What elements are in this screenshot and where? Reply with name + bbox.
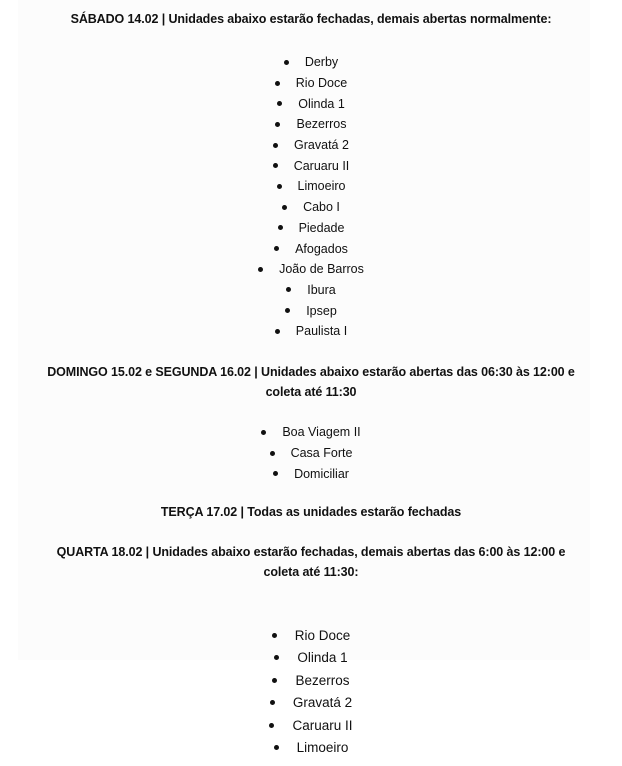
list-item: Caruaru II (0, 155, 622, 176)
sunday-monday-heading (10, 362, 612, 402)
list-item: Domiciliar (0, 463, 622, 484)
list-item: Rio Doce (0, 73, 622, 94)
bullet-icon (261, 430, 266, 435)
bullet-icon (273, 163, 278, 168)
sunday-monday-heading-line1: DOMINGO 15.02 e SEGUNDA 16.02 | Unidades abaixo estarão abertas das 06:30 às 12:00 e (47, 365, 575, 379)
wednesday-closed-units-list (0, 624, 622, 759)
list-item: Casa Forte (0, 443, 622, 464)
list-item: Ibura (0, 280, 622, 301)
list-item: Limoeiro (0, 176, 622, 197)
bullet-icon (258, 267, 263, 272)
list-item: Limoeiro (0, 737, 622, 760)
list-item: Bezerros (0, 669, 622, 692)
bullet-icon (275, 122, 280, 127)
list-item: Paulista I (0, 321, 622, 342)
list-item: Ipsep (0, 300, 622, 321)
bullet-icon (270, 700, 275, 705)
list-item: Piedade (0, 218, 622, 239)
bullet-icon (277, 101, 282, 106)
bullet-icon (277, 184, 282, 189)
bullet-icon (270, 451, 275, 456)
bullet-icon (272, 633, 277, 638)
sunday-monday-heading-line2: coleta até 11:30 (265, 385, 357, 399)
list-item: Derby (0, 52, 622, 73)
list-item: Gravatá 2 (0, 135, 622, 156)
list-item: Bezerros (0, 114, 622, 135)
list-item: Gravatá 2 (0, 692, 622, 715)
list-item: João de Barros (0, 259, 622, 280)
saturday-heading: SÁBADO 14.02 | Unidades abaixo estarão fechadas, demais abertas normalmente: (70, 12, 552, 26)
sunday-monday-open-units-list (0, 422, 622, 484)
list-item: Afogados (0, 238, 622, 259)
list-item: Olinda 1 (0, 647, 622, 670)
bullet-icon (273, 143, 278, 148)
bullet-icon (284, 60, 289, 65)
list-item: Caruaru II (0, 714, 622, 737)
bullet-icon (286, 287, 291, 292)
list-item: Boa Viagem II (0, 422, 622, 443)
bullet-icon (274, 655, 279, 660)
tuesday-heading: TERÇA 17.02 | Todas as unidades estarão fechadas (160, 505, 462, 519)
list-item: Olinda 1 (0, 93, 622, 114)
bullet-icon (272, 678, 277, 683)
bullet-icon (274, 246, 279, 251)
wednesday-heading (10, 542, 612, 582)
wednesday-heading-line1: QUARTA 18.02 | Unidades abaixo estarão fechadas, demais abertas das 6:00 às 12:00 e (56, 545, 566, 559)
wednesday-heading-line2: coleta até 11:30: (263, 565, 359, 579)
saturday-closed-units-list (0, 52, 622, 342)
bullet-icon (285, 308, 290, 313)
list-item: Rio Doce (0, 624, 622, 647)
bullet-icon (275, 81, 280, 86)
bullet-icon (282, 205, 287, 210)
bullet-icon (273, 471, 278, 476)
bullet-icon (274, 745, 279, 750)
bullet-icon (275, 329, 280, 334)
bullet-icon (269, 723, 274, 728)
list-item: Cabo I (0, 197, 622, 218)
bullet-icon (278, 225, 283, 230)
